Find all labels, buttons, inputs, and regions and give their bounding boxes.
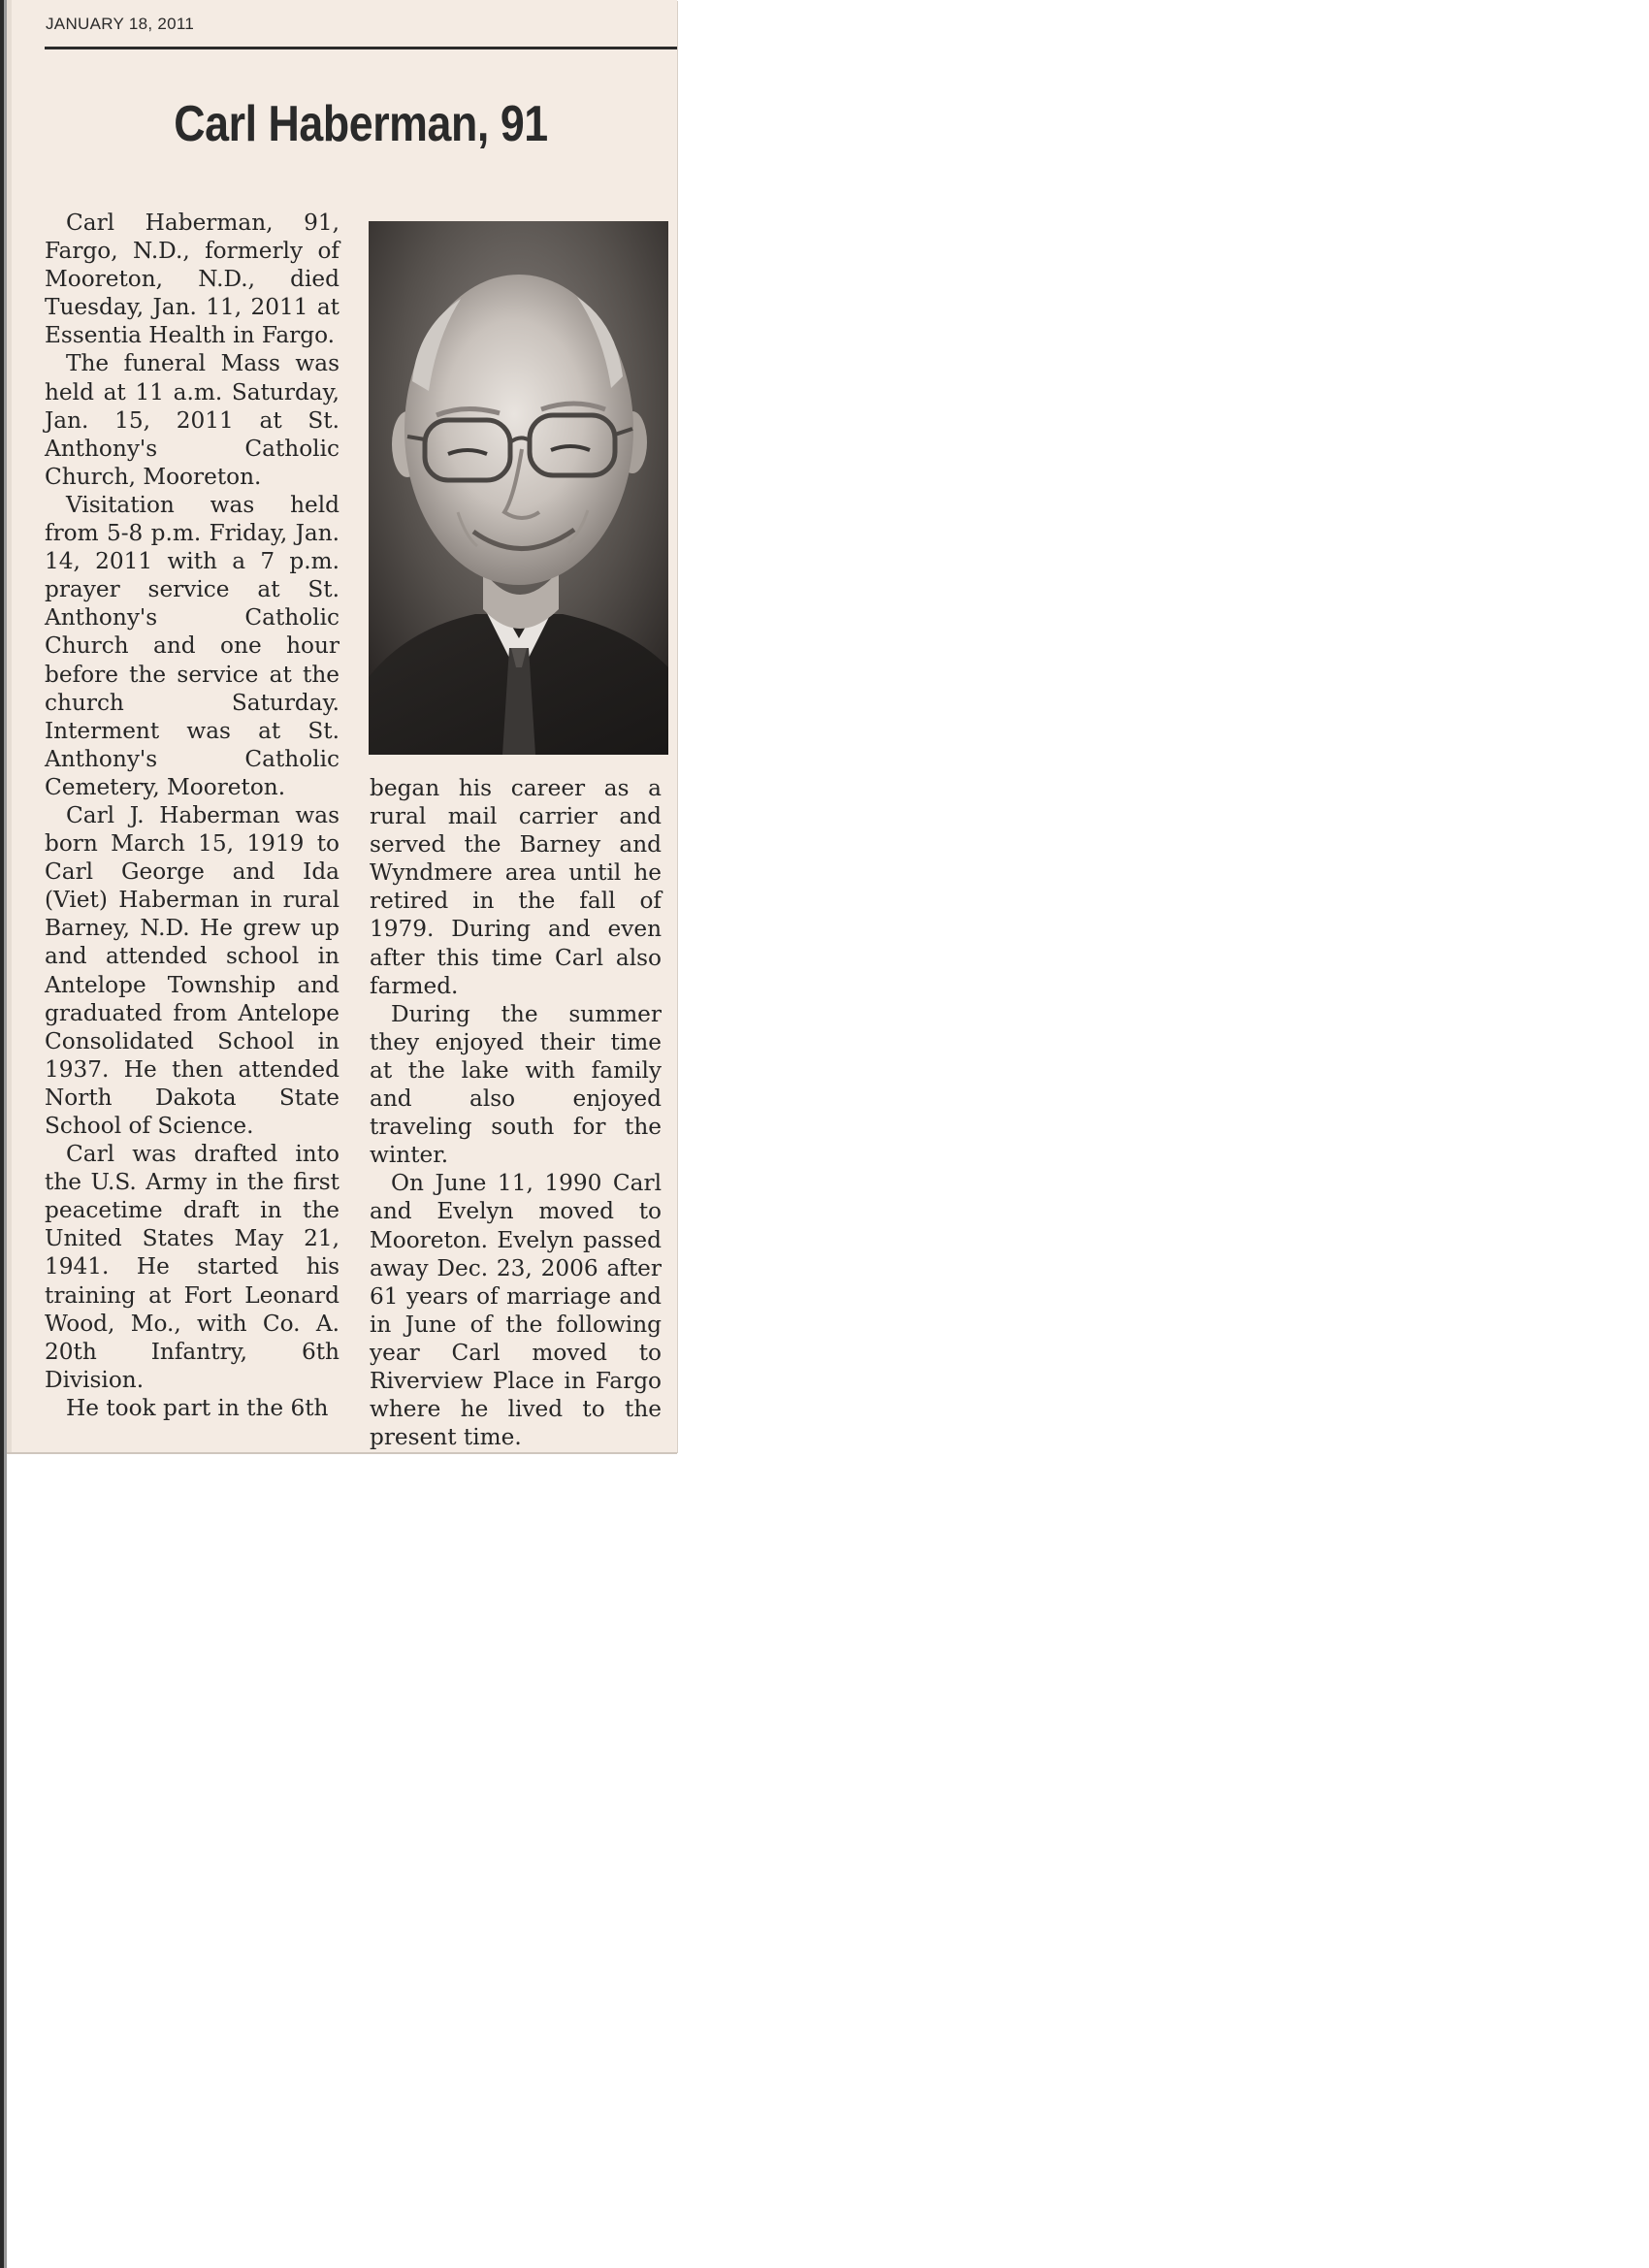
paragraph-continued: He took part in the 6th [66, 1394, 329, 1421]
left-column [45, 209, 340, 1422]
obituary-headline: Carl Haberman, 91 [174, 96, 548, 152]
paragraph-military: Carl was drafted into the U.S. Army in the first peacetime draft in the United States May 21, 1941. He started his training at Fort Leonard Wood, Mo., with Co. A. 20th Infantry, 6th Division. [45, 1141, 340, 1393]
paragraph-later-years: On June 11, 1990 Carl and Evelyn moved to Mooreton. Evelyn passed away Dec. 23, 2006 after 61 years of marriage and in June of the following year Carl moved to Riverview Place in Fargo where he lived to the present time. [370, 1170, 662, 1451]
paragraph-funeral: The funeral Mass was held at 11 a.m. Saturday, Jan. 15, 2011 at St. Anthony's Catholic Church, Mooreton. [45, 350, 340, 490]
paragraph-visitation: Visitation was held from 5-8 p.m. Friday, Jan. 14, 2011 with a 7 p.m. prayer service at St. Anthony's Catholic Church and one hour before the service at the church Saturday. Interment was at St. Anthony's Catholic Cemetery, Mooreton. [45, 491, 340, 800]
paragraph-summers: During the summer they enjoyed their time at the lake with family and also enjoyed traveling south for the winter. [370, 1000, 662, 1169]
paragraph-death-notice: Carl Haberman, 91, Fargo, N.D., formerly of Mooreton, N.D., died Tuesday, Jan. 11, 2011 at Essentia Health in Fargo. [45, 210, 340, 349]
clipping-bottom-edge [7, 1452, 677, 1454]
paragraph-career: began his career as a rural mail carrier and served the Barney and Wyndmere area until he retired in the fall of 1979. During and even after this time Carl also farmed. [370, 775, 662, 999]
clipping-fold-shadow [7, 0, 12, 1452]
paragraph-birth: Carl J. Haberman was born March 15, 1919 to Carl George and Ida (Viet) Haberman in rural Barney, N.D. He grew up and attended school in Antelope Township and graduated from Antelope Consolidated School in 1937. He then attended North Dakota State School of Science. [45, 801, 340, 1139]
dateline: JANUARY 18, 2011 [46, 15, 195, 33]
portrait-photo-icon [369, 221, 668, 755]
right-column [370, 774, 662, 1451]
portrait-drawing [369, 221, 668, 755]
header-rule [45, 47, 677, 49]
